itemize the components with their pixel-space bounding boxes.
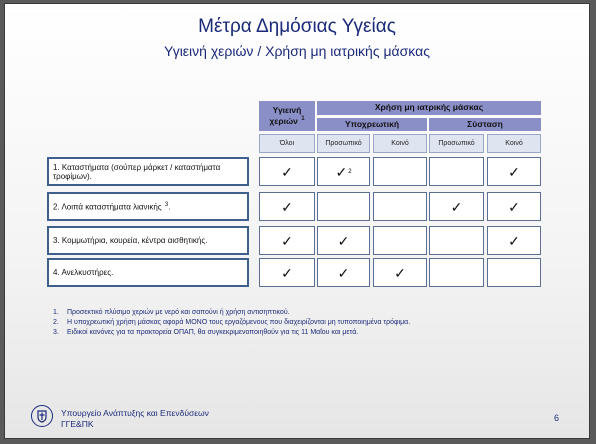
- check-icon: ✓: [335, 163, 348, 180]
- cell-mandatory-staff: [317, 226, 370, 255]
- cell-all: [259, 192, 315, 221]
- cell-mandatory-public: [373, 192, 427, 221]
- footnote: 3. Ειδικοί κανόνες για τα πρακτορεία ΟΠΑΠ, θα συγκεκριμενοποιηθούν για τις 11 Μαΐου και μετά.: [53, 329, 359, 337]
- cell-recommended-staff: [429, 192, 484, 221]
- footnote-ref: 2: [348, 168, 352, 175]
- row-label-supermarkets: 1. Καταστήματα (σούπερ μάρκετ / καταστήματα τροφίμων).: [47, 157, 249, 186]
- check-icon: ✓: [281, 198, 293, 215]
- slide-title: Μέτρα Δημόσιας Υγείας: [198, 16, 396, 37]
- cell-all: [259, 258, 315, 287]
- cell-recommended-public: [487, 192, 541, 221]
- col-all: Όλοι: [259, 134, 315, 153]
- recommended-header: Σύσταση: [429, 118, 541, 131]
- row-label-hair-salons: 3. Κομμωτήρια, κουρεία, κέντρα αισθητικής.: [47, 226, 249, 255]
- check-icon: ✓: [281, 264, 293, 281]
- col-mandatory-public: Κοινό: [373, 134, 427, 153]
- row-label-retail: 2. Λοιπά καταστήματα λιανικής $^3$.: [47, 192, 249, 221]
- footnote: 1. Προσεκτικό πλύσιμο χεριών με νερό και σαπούνι ή χρήση αντισηπτικού.: [53, 309, 290, 316]
- cell-recommended-public: [487, 157, 541, 186]
- check-icon: ✓: [450, 198, 463, 215]
- check-icon: ✓: [337, 232, 350, 249]
- row-label-elevators: 4. Ανελκυστήρες.: [47, 258, 249, 287]
- footnotes: [53, 308, 410, 338]
- footer-ministry: [61, 408, 209, 429]
- check-icon: ✓: [394, 264, 406, 281]
- cell-recommended-public: [487, 226, 541, 255]
- cell-recommended-public: [487, 258, 541, 287]
- ministry-name: Υπουργείο Ανάπτυξης και Επενδύσεων: [61, 408, 209, 418]
- cell-mandatory-public: [373, 157, 427, 186]
- mask-header: Χρήση μη ιατρικής μάσκας: [317, 101, 541, 115]
- hellenic-coat-of-arms-icon: [31, 405, 53, 427]
- col-mandatory-staff: Προσωπικό: [317, 134, 370, 153]
- cell-recommended-staff: [429, 157, 484, 186]
- cell-recommended-staff: [429, 258, 484, 287]
- check-icon: ✓: [337, 264, 350, 281]
- slide-subtitle: Υγιεινή χεριών / Χρήση μη ιατρικής μάσκας: [164, 43, 430, 59]
- cell-mandatory-staff: [317, 192, 370, 221]
- cell-recommended-staff: [429, 226, 484, 255]
- footnote: 2. Η υποχρεωτική χρήση μάσκας αφορά ΜΟΝΟ τους εργαζόμενους που διαχειρίζονται μη τυποποιημένα τρόφιμα.: [53, 319, 411, 327]
- mandatory-header: Υποχρεωτική: [317, 118, 427, 131]
- cell-all: [259, 157, 315, 186]
- hand-hygiene-header: Υγιεινή χεριών $^1$: [259, 101, 315, 131]
- check-icon: ✓: [508, 232, 520, 249]
- cell-all: [259, 226, 315, 255]
- check-icon: ✓: [508, 163, 520, 180]
- page-number: 6: [554, 413, 560, 423]
- cell-mandatory-public: [373, 258, 427, 287]
- col-recommended-staff: Προσωπικό: [429, 134, 484, 153]
- cell-mandatory-public: [373, 226, 427, 255]
- col-recommended-public: Κοινό: [487, 134, 541, 153]
- slide: [4, 3, 590, 439]
- check-icon: ✓: [508, 198, 520, 215]
- cell-mandatory-staff: [317, 258, 370, 287]
- department-name: ΓΓΕ&ΠΚ: [61, 418, 94, 429]
- check-icon: ✓: [281, 163, 293, 180]
- cell-mandatory-staff: [317, 157, 370, 186]
- check-icon: ✓: [281, 232, 293, 249]
